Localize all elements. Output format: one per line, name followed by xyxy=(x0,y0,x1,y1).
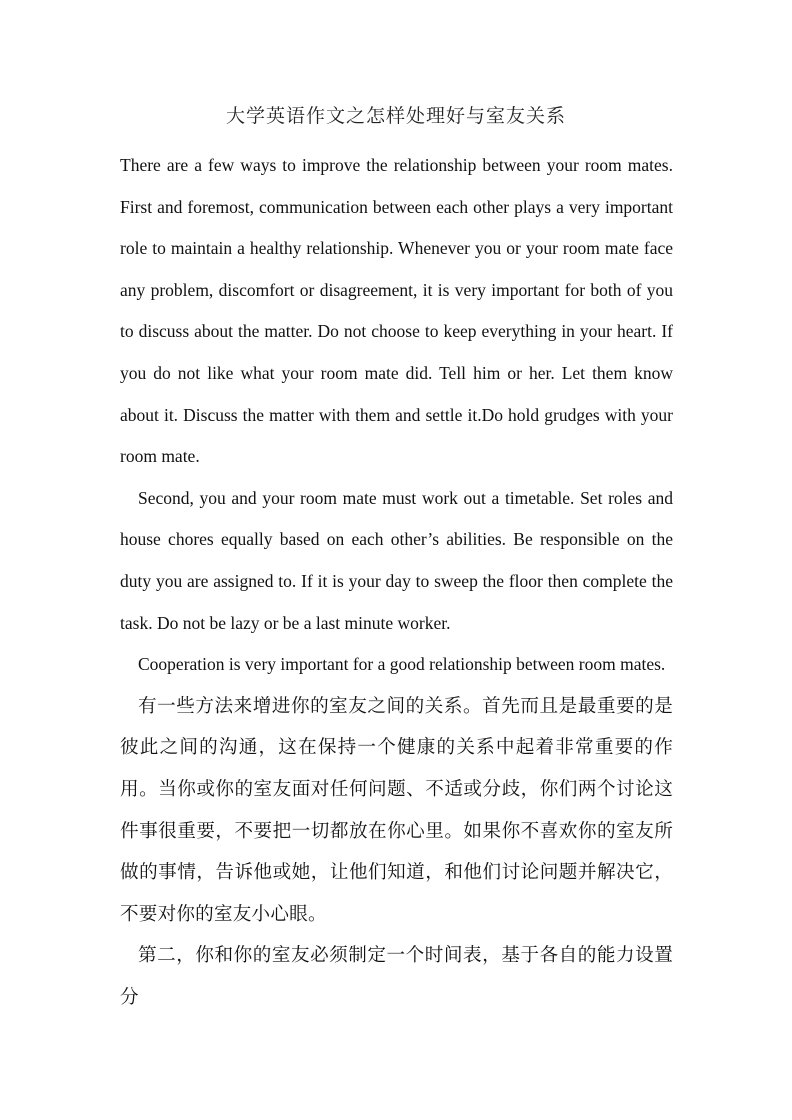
paragraph-zh-2: 第二，你和你的室友必须制定一个时间表，基于各自的能力设置分 xyxy=(120,945,673,1008)
paragraph-en-3: Cooperation is very important for a good relationship between room mates. xyxy=(138,654,666,675)
document-title: 大学英语作文之怎样处理好与室友关系 xyxy=(225,105,566,127)
document-body xyxy=(120,145,673,1018)
paragraph-zh-1: 有一些方法来增进你的室友之间的关系。首先而且是最重要的是彼此之间的沟通，这在保持一个健康的关系中起着非常重要的作用。当你或你的室友面对任何问题、不适或分歧，你们两个讨论这件事很重要，不要把一切都放在你心里。如果你不喜欢你的室友所做的事情，告诉他或她，让他们知道，和他们讨论问题并解决它，不要对你的室友小心眼。 xyxy=(120,695,673,925)
paragraph-en-2: Second, you and your room mate must work out a timetable. Set roles and house chores equally based on each other’s abilities. Be responsible on the duty you are assigned to. If it is your day to sweep the floor then complete the task. Do not be lazy or be a last minute worker. xyxy=(120,487,673,633)
paragraph-en-1: There are a few ways to improve the relationship between your room mates. First and foremost, communication between each other plays a very important role to maintain a healthy relationship. Whenever you or your room mate face any problem, discomfort or disagreement, it is very important for both of you to discuss about the matter. Do not choose to keep everything in your heart. If you do not like what your room mate did. Tell him or her. Let them know about it. Discuss the matter with them and settle it.Do hold grudges with your room mate. xyxy=(120,155,673,467)
